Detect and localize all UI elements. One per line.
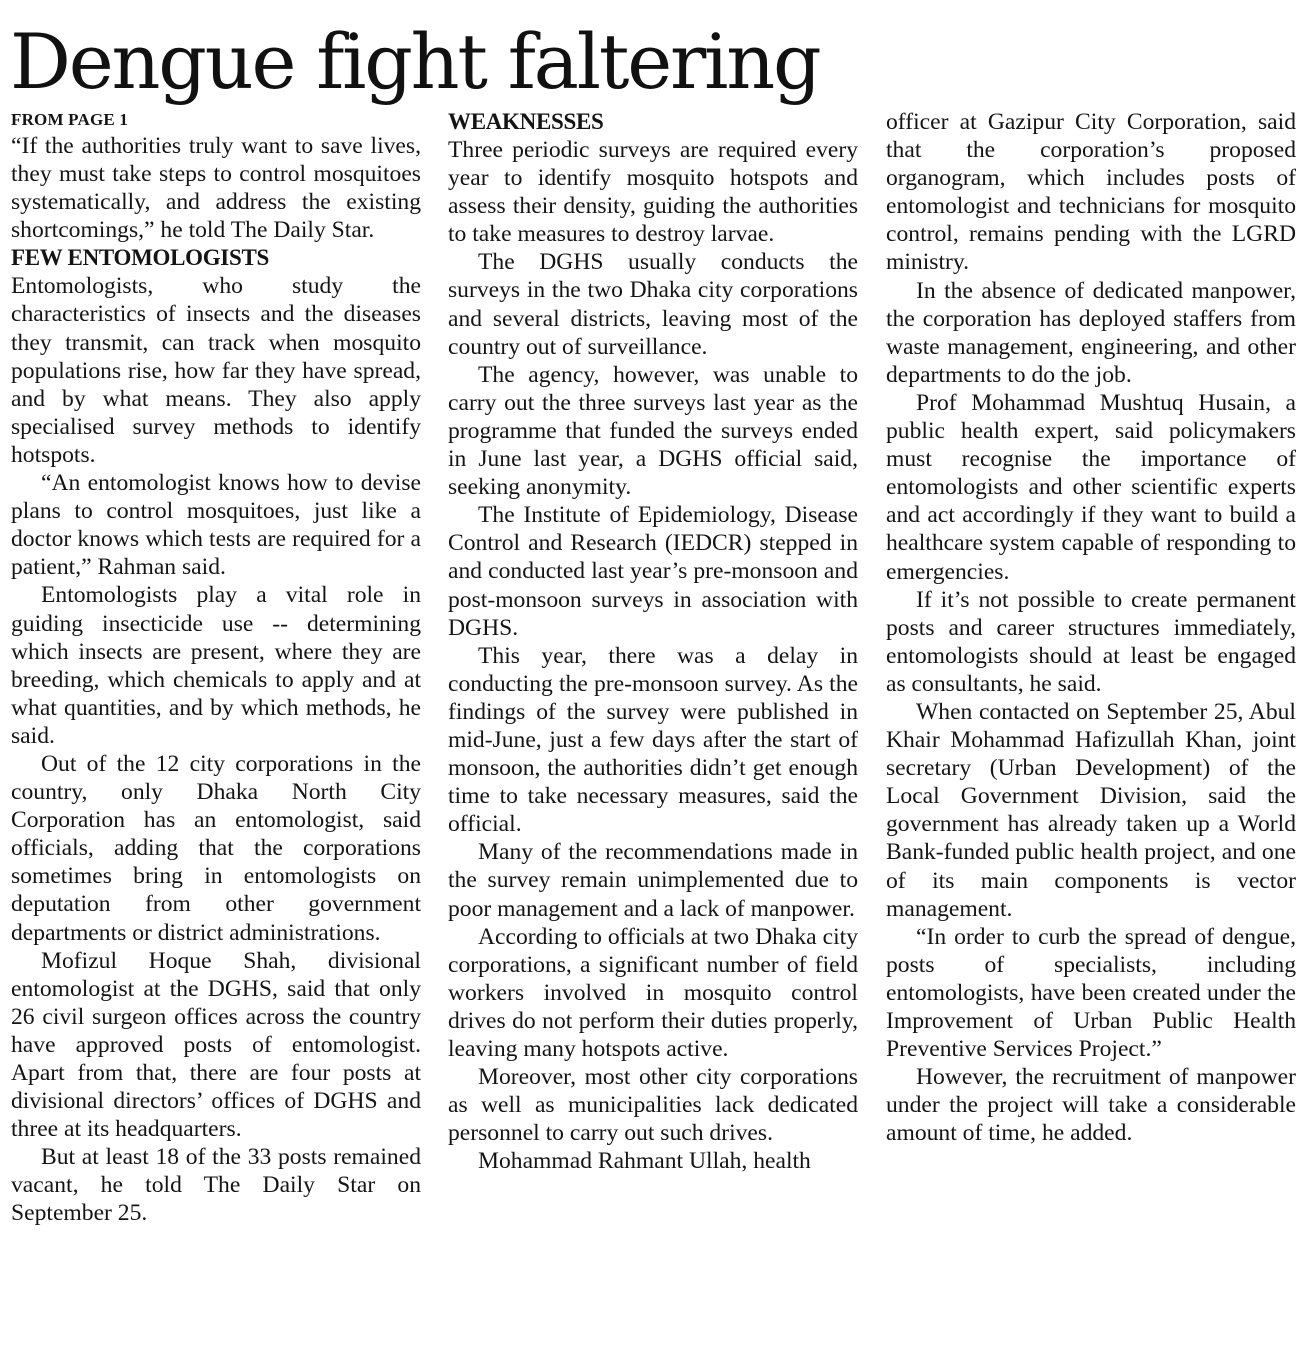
- body-paragraph: “If the authorities truly want to save lives, they must take steps to control mosquitoes systematically, and address the existing shortcomings,” he told The Daily Star.: [11, 133, 421, 244]
- section-subhead: FEW ENTOMOLOGISTS: [11, 245, 269, 271]
- body-paragraph: The Institute of Epidemiology, Disease Control and Research (IEDCR) stepped in and conducted last year’s pre-monsoon and post-monsoon surveys in association with DGHS.: [448, 502, 858, 641]
- body-paragraph: When contacted on September 25, Abul Khair Mohammad Hafizullah Khan, joint secretary (Urban Development) of the Local Government Division, said the government has already taken up a World Bank-funded public health project, and one of its main components is vector management.: [886, 698, 1296, 922]
- section-subhead: WEAKNESSES: [448, 109, 604, 134]
- body-paragraph: Mofizul Hoque Shah, divisional entomologist at the DGHS, said that only 26 civil surgeon offices across the country have approved posts of entomologist. Apart from that, there are four posts at divisional directors’ offices of DGHS and three at its headquarters.: [11, 947, 421, 1143]
- body-paragraph: Moreover, most other city corporations as well as municipalities lack dedicated personnel to carry out such drives.: [448, 1064, 858, 1147]
- article-column-1: [11, 108, 421, 1228]
- continuation-kicker: FROM PAGE 1: [11, 110, 129, 129]
- body-paragraph: The DGHS usually conducts the surveys in the two Dhaka city corporations and several districts, leaving most of the country out of surveillance.: [448, 249, 858, 360]
- headline: Dengue fight faltering: [10, 17, 820, 106]
- body-paragraph: Entomologists, who study the characteristics of insects and the diseases they transmit, can track when mosquito populations rise, how far they have spread, and by what means. They also apply specialised survey methods to identify hotspots.: [11, 273, 421, 468]
- body-paragraph: Out of the 12 city corporations in the country, only Dhaka North City Corporation has an entomologist, said officials, adding that the corporations sometimes bring in entomologists on deputation from other government departments or district administrations.: [11, 750, 421, 946]
- body-paragraph: In the absence of dedicated manpower, the corporation has deployed staffers from waste management, engineering, and other departments to do the job.: [886, 277, 1296, 388]
- article-column-2: [448, 108, 858, 1175]
- body-paragraph: If it’s not possible to create permanent posts and career structures immediately, entomologists should at least be engaged as consultants, he said.: [886, 586, 1296, 697]
- body-paragraph: According to officials at two Dhaka city corporations, a significant number of field workers involved in mosquito control drives do not perform their duties properly, leaving many hotspots active.: [448, 923, 858, 1062]
- body-paragraph: However, the recruitment of manpower under the project will take a considerable amount of time, he added.: [886, 1064, 1296, 1147]
- body-paragraph: Many of the recommendations made in the survey remain unimplemented due to poor management and a lack of manpower.: [448, 839, 858, 922]
- article-column-3: [886, 108, 1296, 1147]
- body-paragraph: Prof Mohammad Mushtuq Husain, a public health expert, said policymakers must recognise the importance of entomologists and other scientific experts and act accordingly if they want to build a healthcare system capable of responding to emergencies.: [886, 389, 1296, 585]
- body-paragraph: Entomologists play a vital role in guiding insecticide use -- determining which insects are present, where they are breeding, which chemicals to apply and at what quantities, and by which methods, he said.: [11, 582, 421, 749]
- body-paragraph: “An entomologist knows how to devise plans to control mosquitoes, just like a doctor knows which tests are required for a patient,” Rahman said.: [11, 470, 421, 581]
- body-paragraph: “In order to curb the spread of dengue, posts of specialists, including entomologists, have been created under the Improvement of Urban Public Health Preventive Services Project.”: [886, 923, 1296, 1063]
- body-paragraph: Three periodic surveys are required every year to identify mosquito hotspots and assess their density, guiding the authorities to take measures to destroy larvae.: [448, 137, 858, 248]
- body-paragraph: This year, there was a delay in conducting the pre-monsoon survey. As the findings of the survey were published in mid-June, just a few days after the start of monsoon, the authorities didn’t get enough time to take necessary measures, said the official.: [448, 642, 858, 838]
- body-paragraph: Mohammad Rahmant Ullah, health: [478, 1148, 811, 1175]
- body-paragraph: The agency, however, was unable to carry out the three surveys last year as the programme that funded the surveys ended in June last year, a DGHS official said, seeking anonymity.: [448, 361, 858, 501]
- body-paragraph: officer at Gazipur City Corporation, said that the corporation’s proposed organogram, which includes posts of entomologist and technicians for mosquito control, remains pending with the LGRD ministry.: [886, 109, 1296, 276]
- body-paragraph: But at least 18 of the 33 posts remained vacant, he told The Daily Star on September 25.: [11, 1144, 421, 1227]
